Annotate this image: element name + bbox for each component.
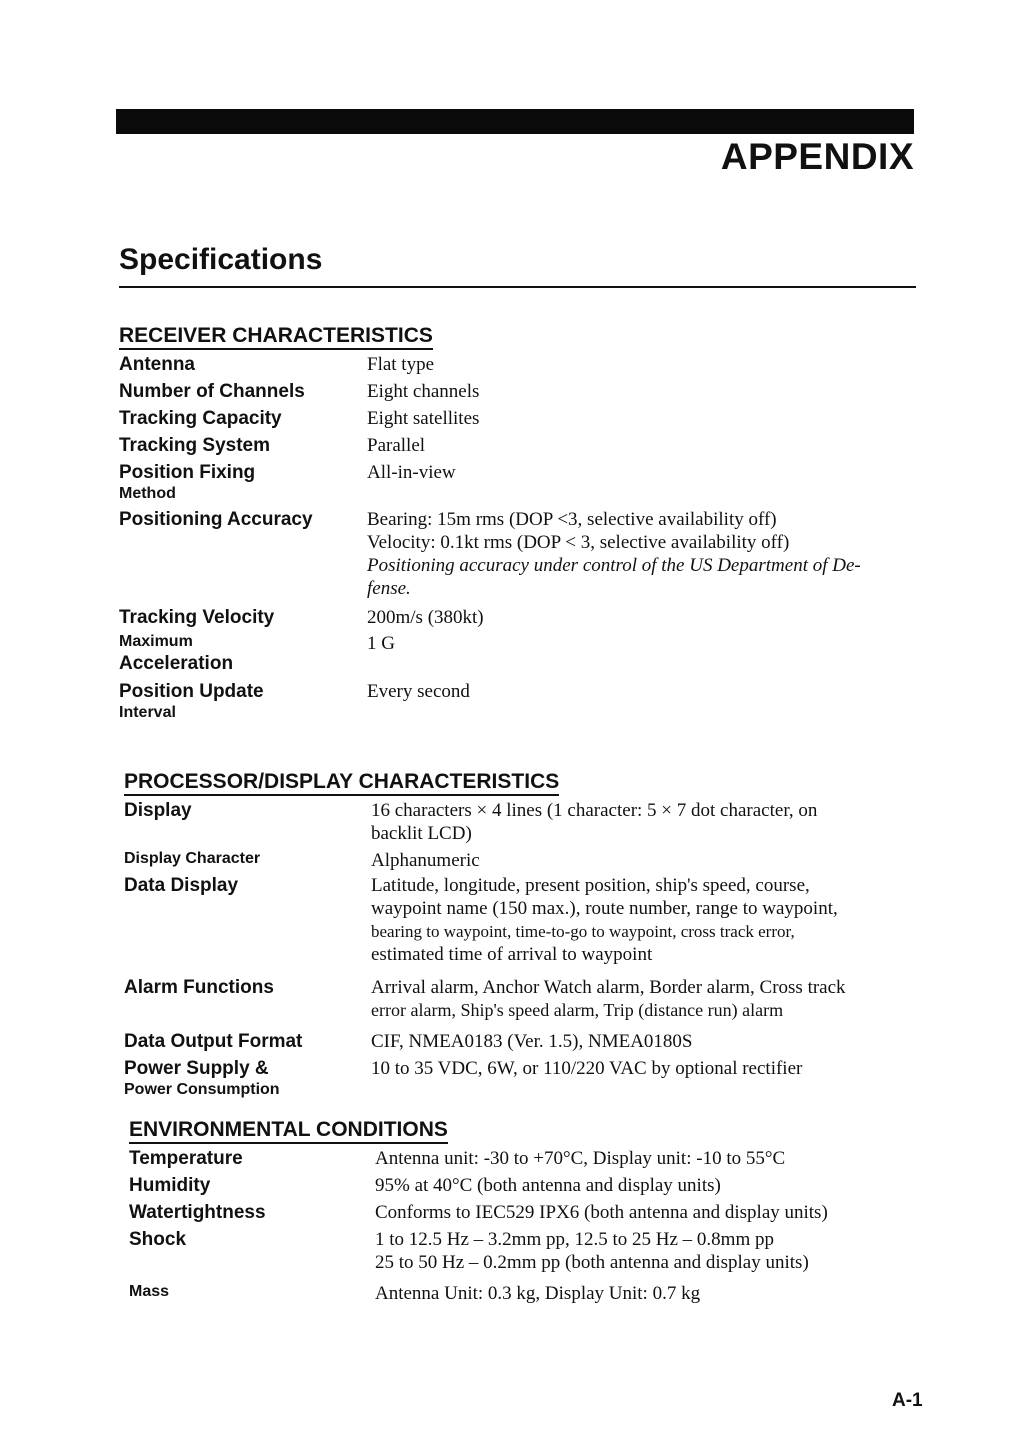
spec-row-humidity: [129, 1174, 919, 1197]
spec-label: Data Display: [124, 875, 239, 896]
spec-row-power: [124, 1057, 924, 1100]
spec-label: Mass: [129, 1283, 170, 1300]
spec-value: Parallel: [367, 435, 426, 456]
spec-label: Temperature: [129, 1148, 243, 1169]
spec-label-line: Method: [119, 485, 176, 502]
spec-label: Humidity: [129, 1175, 211, 1196]
spec-label: Alarm Functions: [124, 977, 274, 998]
spec-value: 1 G: [367, 633, 395, 654]
spec-row-channels: [119, 380, 919, 403]
spec-label: Tracking Capacity: [119, 408, 282, 429]
spec-row-position-fixing: [119, 461, 919, 504]
spec-value-line: Velocity: 0.1kt rms (DOP < 3, selective availability off): [367, 532, 790, 553]
spec-label-line: Power Consumption: [124, 1081, 280, 1098]
processor-section: [124, 770, 924, 1100]
receiver-heading: RECEIVER CHARACTERISTICS: [119, 324, 433, 350]
spec-value-line: 25 to 50 Hz – 0.2mm pp (both antenna and display units): [375, 1252, 809, 1273]
spec-value: Antenna Unit: 0.3 kg, Display Unit: 0.7 kg: [375, 1283, 701, 1304]
accuracy-note: Positioning accuracy under control of the US Department of De-: [367, 555, 861, 576]
spec-value-line: waypoint name (150 max.), route number, range to waypoint,: [371, 898, 838, 919]
title-rule: [119, 286, 916, 288]
spec-row-temperature: [129, 1147, 919, 1170]
spec-label-line: Maximum: [119, 633, 193, 650]
spec-label: Display Character: [124, 850, 261, 867]
spec-value-line: Arrival alarm, Anchor Watch alarm, Border alarm, Cross track: [371, 977, 846, 998]
spec-label-line: Acceleration: [119, 653, 234, 674]
spec-value: 200m/s (380kt): [367, 607, 484, 628]
spec-row-position-update: [119, 680, 919, 723]
spec-label-line: Power Supply &: [124, 1058, 269, 1079]
spec-value: [371, 976, 923, 1022]
spec-row-antenna: [119, 353, 919, 376]
spec-row-tracking-velocity: [119, 606, 919, 629]
spec-label-line: Position Fixing: [119, 462, 256, 483]
spec-value: CIF, NMEA0183 (Ver. 1.5), NMEA0180S: [371, 1031, 693, 1052]
spec-value: [371, 874, 923, 966]
spec-value: Antenna unit: -30 to +70°C, Display unit: -10 to 55°C: [375, 1148, 786, 1169]
spec-row-watertightness: [129, 1201, 919, 1224]
spec-label: Number of Channels: [119, 381, 305, 402]
spec-value-line: 1 to 12.5 Hz – 3.2mm pp, 12.5 to 25 Hz – 0.8mm pp: [375, 1229, 774, 1250]
spec-value-line: 16 characters × 4 lines (1 character: 5 × 7 dot character, on: [371, 800, 818, 821]
spec-value: 10 to 35 VDC, 6W, or 110/220 VAC by optional rectifier: [371, 1058, 803, 1079]
spec-value: 95% at 40°C (both antenna and display units): [375, 1175, 721, 1196]
spec-label: [119, 680, 367, 723]
header-bar: [116, 109, 914, 134]
spec-label-line: Position Update: [119, 681, 264, 702]
accuracy-note: fense.: [367, 578, 411, 599]
spec-label-line: Interval: [119, 704, 176, 721]
spec-value: [367, 508, 861, 600]
spec-label: Shock: [129, 1229, 187, 1250]
page-title: Specifications: [119, 243, 323, 276]
spec-value: Flat type: [367, 354, 435, 375]
spec-value-line: error alarm, Ship's speed alarm, Trip (distance run) alarm: [371, 1000, 784, 1020]
spec-value: Conforms to IEC529 IPX6 (both antenna and display units): [375, 1202, 828, 1223]
spec-label: Positioning Accuracy: [119, 509, 313, 530]
spec-row-tracking-system: [119, 434, 919, 457]
spec-row-shock: [129, 1228, 919, 1274]
spec-value: Alphanumeric: [371, 850, 480, 871]
spec-value-line: bearing to waypoint, time-to-go to waypoint, cross track error,: [371, 922, 795, 941]
appendix-title: APPENDIX: [720, 136, 914, 177]
spec-label: Display: [124, 800, 192, 821]
spec-label: Antenna: [119, 354, 195, 375]
spec-row-alarm-functions: [124, 976, 924, 1022]
spec-label: Tracking System: [119, 435, 271, 456]
spec-label: [119, 461, 367, 504]
spec-value-line: Bearing: 15m rms (DOP <3, selective availability off): [367, 509, 777, 530]
receiver-section: [119, 324, 919, 723]
processor-heading: PROCESSOR/DISPLAY CHARACTERISTICS: [124, 770, 559, 796]
spec-value: [375, 1228, 809, 1274]
environment-heading: ENVIRONMENTAL CONDITIONS: [129, 1118, 448, 1144]
spec-label: [124, 1057, 371, 1100]
spec-value-line: Latitude, longitude, present position, ship's speed, course,: [371, 875, 810, 896]
spec-row-data-output: [124, 1030, 924, 1053]
spec-value: Eight satellites: [367, 408, 480, 429]
spec-value: Every second: [367, 681, 470, 702]
page-number: A-1: [892, 1390, 923, 1411]
spec-label: Data Output Format: [124, 1031, 303, 1052]
spec-value: Eight channels: [367, 381, 480, 402]
spec-value: All-in-view: [367, 462, 456, 483]
spec-value: [371, 799, 923, 845]
spec-row-display: [124, 799, 924, 845]
spec-value-line: estimated time of arrival to waypoint: [371, 944, 653, 965]
spec-row-display-character: [124, 849, 924, 872]
spec-label: [119, 632, 367, 675]
spec-value-line: backlit LCD): [371, 823, 472, 844]
spec-row-accuracy: [119, 508, 919, 600]
spec-row-max-acceleration: [119, 632, 919, 675]
spec-label: Watertightness: [129, 1202, 266, 1223]
spec-row-tracking-capacity: [119, 407, 919, 430]
spec-label: Tracking Velocity: [119, 607, 275, 628]
spec-row-mass: [129, 1282, 919, 1305]
environment-section: [129, 1118, 919, 1305]
spec-row-data-display: [124, 874, 924, 966]
